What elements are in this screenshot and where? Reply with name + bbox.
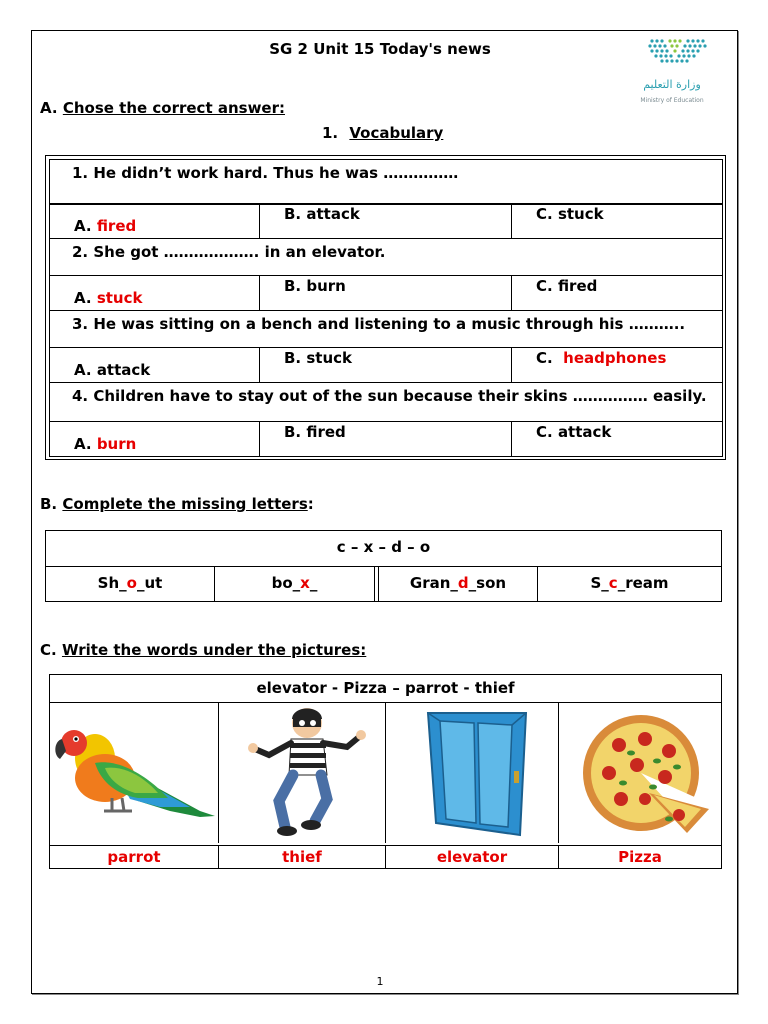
option-b[interactable] [259, 422, 511, 456]
elevator-picture-cell [385, 703, 558, 843]
filled-letter: x [300, 574, 310, 592]
question-row [49, 382, 723, 422]
question-row [49, 310, 723, 348]
option-a[interactable] [50, 348, 259, 382]
pizza-image [559, 703, 722, 843]
word-part: S_ [590, 574, 609, 592]
option-b[interactable] [259, 276, 511, 310]
letter-bank: c – x – d – o [46, 531, 721, 567]
question-text: 3. He was sitting on a bench and listening to a music through his ……….. [72, 315, 686, 333]
word-part: Gran_ [409, 574, 458, 592]
option-a[interactable] [50, 276, 259, 310]
option-c[interactable] [511, 276, 724, 310]
logo-arabic-text: وزارة التعليم [643, 78, 701, 91]
word-part: bo_ [271, 574, 301, 592]
answer-elevator[interactable]: elevator [385, 845, 558, 869]
option-word: attack [96, 361, 151, 379]
option-prefix: A. [74, 217, 97, 235]
vocabulary-table [45, 155, 726, 460]
page-number: 1 [376, 975, 384, 988]
option-prefix: C. [536, 205, 558, 223]
option-prefix: C. [536, 277, 558, 295]
filled-letter: d [457, 574, 469, 592]
correct-answer: stuck [96, 289, 143, 307]
filled-letter: c [608, 574, 618, 592]
option-word: fired [306, 423, 346, 441]
correct-answer: fired [96, 217, 137, 235]
pizza-picture-cell [558, 703, 721, 843]
option-prefix: B. [284, 423, 307, 441]
question-text: 2. She got ………………. in an elevator. [72, 243, 386, 261]
options-row [49, 421, 723, 457]
option-word: stuck [306, 349, 353, 367]
parrot-picture-cell [50, 703, 218, 843]
missing-word-cell[interactable] [378, 567, 537, 601]
option-b[interactable] [259, 348, 511, 382]
correct-answer: headphones [563, 349, 667, 367]
section-a-heading [40, 99, 285, 117]
vocabulary-heading [322, 124, 443, 142]
vocabulary-title: Vocabulary [349, 124, 444, 142]
word-part: _ [309, 574, 318, 592]
section-b-title: Complete the missing letters [62, 495, 308, 513]
missing-word-cell[interactable] [46, 567, 214, 601]
section-c-heading [40, 641, 366, 659]
word-part: _ream [617, 574, 669, 592]
options-row [49, 203, 723, 239]
answer-parrot[interactable]: parrot [50, 845, 218, 869]
correct-answer: burn [96, 435, 137, 453]
option-prefix: A. [74, 361, 97, 379]
answer-thief[interactable]: thief [218, 845, 385, 869]
answer-pizza[interactable]: Pizza [558, 845, 721, 869]
missing-letters-table [45, 530, 722, 602]
section-c-title: Write the words under the pictures: [61, 641, 367, 659]
options-row [49, 347, 723, 383]
section-a-title: Chose the correct answer: [62, 99, 285, 117]
option-prefix: C. [536, 349, 564, 367]
option-b[interactable] [259, 204, 511, 238]
option-prefix: B. [284, 205, 307, 223]
question-row [49, 159, 723, 205]
thief-picture-cell [218, 703, 385, 843]
elevator-image [386, 703, 559, 843]
section-b-colon: : [307, 495, 314, 513]
document-title: SG 2 Unit 15 Today's news [269, 40, 491, 58]
option-c[interactable] [511, 348, 724, 382]
question-text: 1. He didn’t work hard. Thus he was …………… [72, 164, 459, 182]
option-c[interactable] [511, 422, 724, 456]
option-prefix: A. [74, 435, 97, 453]
logo-english-text: Ministry of Education [640, 97, 704, 104]
section-a-letter: A. [40, 99, 58, 117]
option-a[interactable] [50, 422, 259, 456]
option-prefix: C. [536, 423, 558, 441]
option-word: burn [306, 277, 346, 295]
section-b-heading [40, 495, 314, 513]
parrot-image [50, 703, 218, 843]
option-word: attack [557, 423, 612, 441]
question-text: 4. Children have to stay out of the sun because their skins …………… easily. [72, 387, 707, 405]
vocabulary-number: 1. [322, 124, 339, 142]
word-part: Sh_ [97, 574, 127, 592]
missing-word-cell[interactable] [214, 567, 375, 601]
option-word: fired [557, 277, 598, 295]
thief-image [219, 703, 386, 843]
option-word: attack [306, 205, 360, 223]
section-c-letter: C. [40, 641, 57, 659]
options-row [49, 275, 723, 311]
option-c[interactable] [511, 204, 724, 238]
section-b-letter: B. [40, 495, 58, 513]
word-bank: elevator - Pizza – parrot - thief [50, 675, 721, 703]
word-part: _son [468, 574, 507, 592]
missing-word-cell[interactable] [537, 567, 721, 601]
option-a[interactable] [50, 204, 259, 238]
question-row [49, 238, 723, 276]
pictures-table [49, 674, 722, 869]
word-part: _ut [136, 574, 163, 592]
option-prefix: A. [74, 289, 97, 307]
option-prefix: B. [284, 349, 307, 367]
filled-letter: o [126, 574, 137, 592]
option-prefix: B. [284, 277, 307, 295]
option-word: stuck [557, 205, 604, 223]
